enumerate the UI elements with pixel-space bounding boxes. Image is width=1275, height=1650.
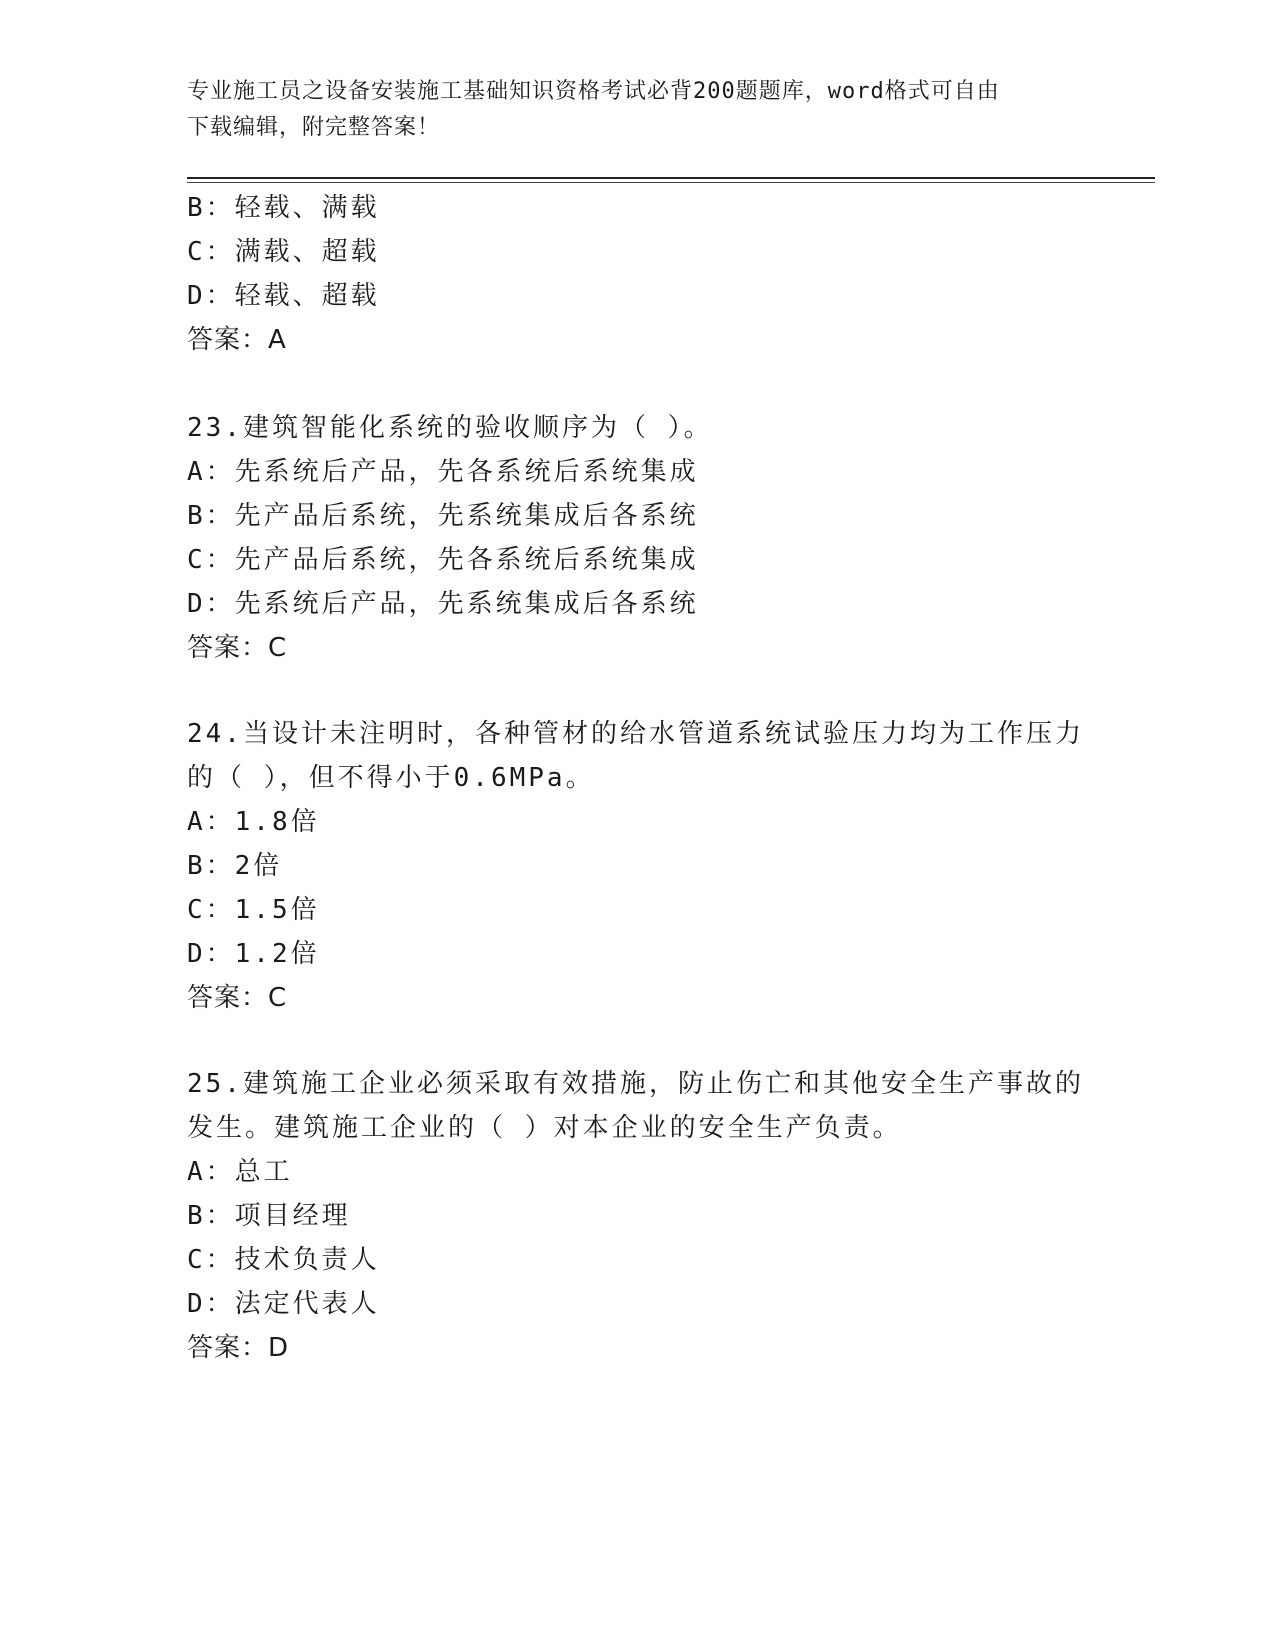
- q22-answer: 答案：A: [187, 325, 287, 355]
- q23-question: 23.建筑智能化系统的验收顺序为（ ）。: [187, 413, 713, 443]
- q23-answer: 答案：C: [187, 633, 288, 663]
- q23-option-c: C：先产品后系统，先各系统后系统集成: [187, 545, 699, 575]
- q23-option-b: B：先产品后系统，先系统集成后各系统: [187, 501, 699, 531]
- header-line-1: 专业施工员之设备安装施工基础知识资格考试必背200题题库，word格式可自由: [187, 79, 1000, 104]
- q24-option-d: D：1.2倍: [187, 939, 320, 969]
- header-line-2: 下载编辑，附完整答案！: [187, 115, 441, 140]
- q22-option-d: D：轻载、超载: [187, 281, 380, 311]
- q25-question-line-1: 25.建筑施工企业必须采取有效措施，防止伤亡和其他安全生产事故的: [187, 1069, 1084, 1099]
- q23-option-a: A：先系统后产品，先各系统后系统集成: [187, 457, 699, 487]
- q24-option-b: B：2倍: [187, 851, 283, 881]
- q25-option-b: B：项目经理: [187, 1201, 351, 1231]
- q25-answer: 答案：D: [187, 1333, 290, 1363]
- header-divider-thick: [187, 177, 1155, 179]
- q25-option-c: C：技术负责人: [187, 1245, 380, 1275]
- document-header: [187, 74, 1067, 146]
- q24-answer: 答案：C: [187, 983, 288, 1013]
- q25-option-d: D：法定代表人: [187, 1289, 380, 1319]
- q25-option-a: A：总工: [187, 1157, 293, 1187]
- q22-option-c: C：满载、超载: [187, 237, 380, 267]
- q24-question-line-2: 的（ ），但不得小于0.6MPa。: [187, 763, 595, 793]
- q22-option-b: B：轻载、满载: [187, 193, 380, 223]
- q23-option-d: D：先系统后产品，先系统集成后各系统: [187, 589, 699, 619]
- q25-question-line-2: 发生。建筑施工企业的（ ）对本企业的安全生产负责。: [187, 1113, 902, 1143]
- header-divider-thin: [187, 182, 1155, 183]
- q24-question-line-1: 24.当设计未注明时，各种管材的给水管道系统试验压力均为工作压力: [187, 719, 1084, 749]
- q24-option-c: C：1.5倍: [187, 895, 320, 925]
- q24-option-a: A：1.8倍: [187, 807, 320, 837]
